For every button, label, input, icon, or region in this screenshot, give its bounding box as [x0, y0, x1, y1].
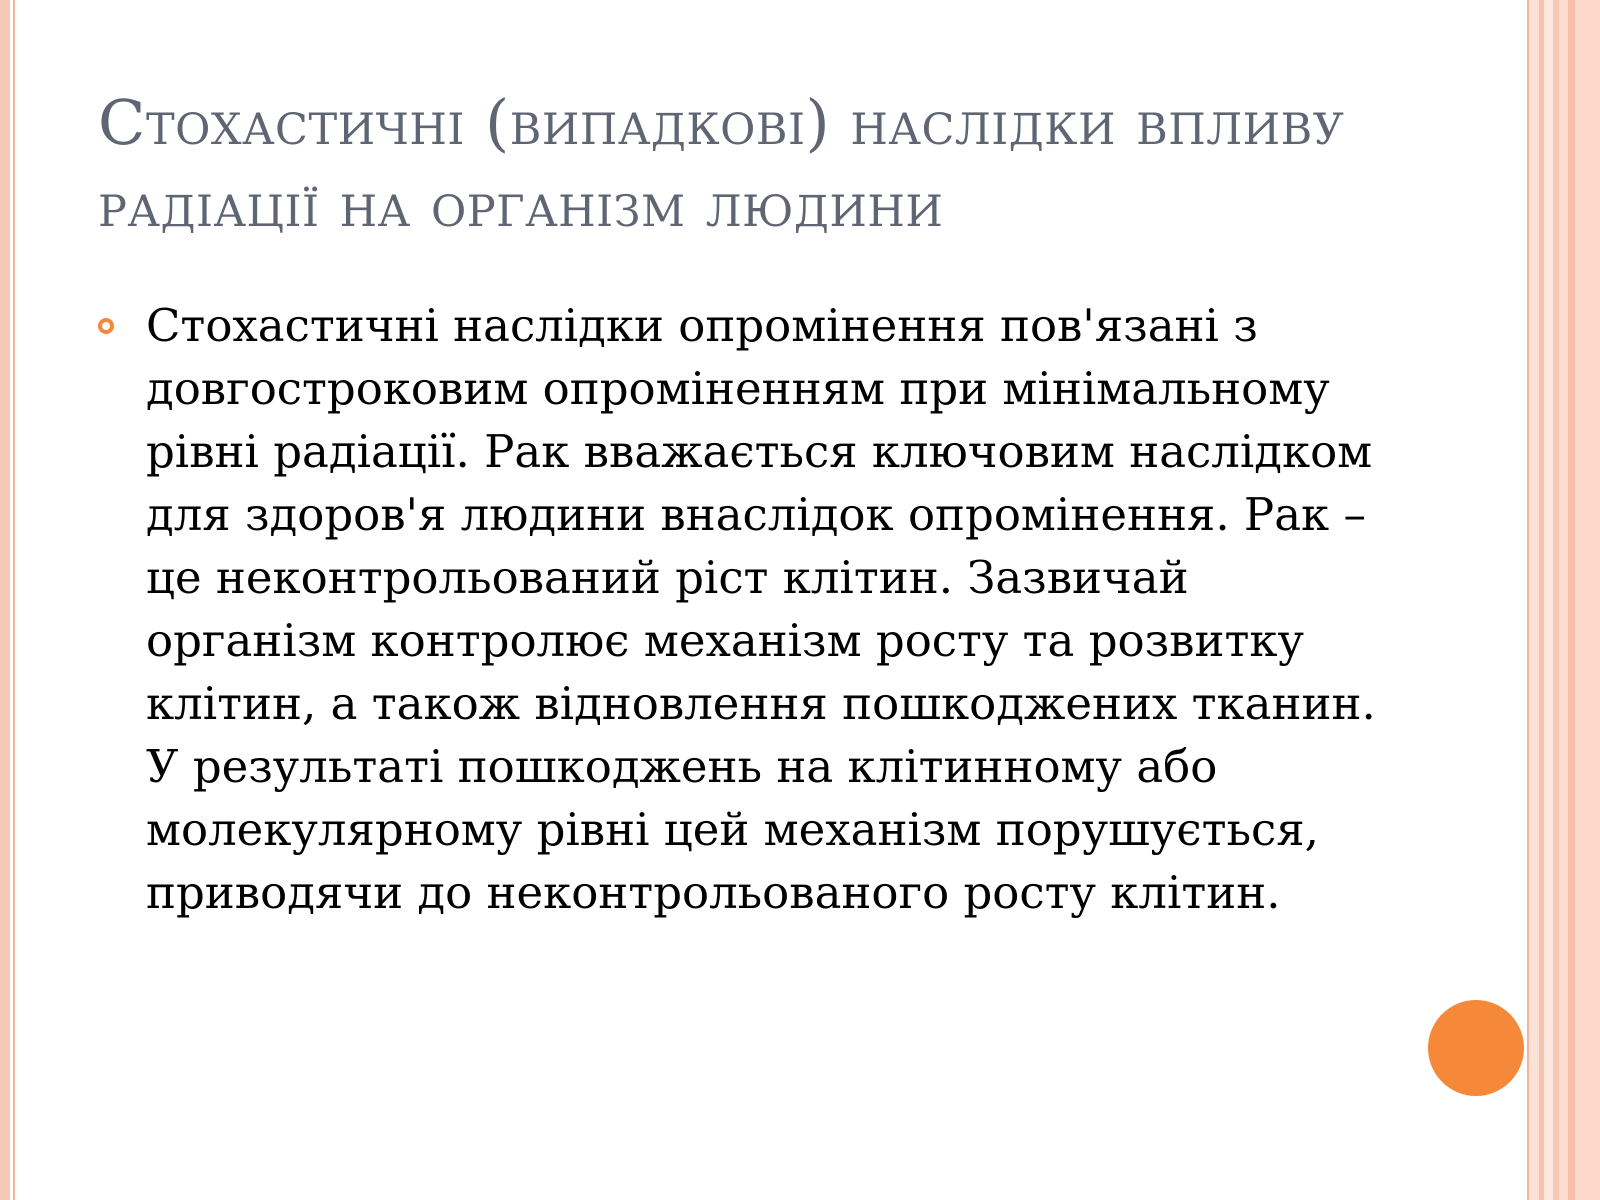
bullet-item: [98, 294, 1388, 924]
right-stripe-decoration: [1559, 0, 1568, 1200]
ring-bullet-icon: [98, 318, 114, 334]
left-border-line: [13, 0, 15, 1200]
right-stripe-decoration: [1529, 0, 1539, 1200]
right-stripe-decoration: [1544, 0, 1553, 1200]
right-stripe-decoration: [1568, 0, 1575, 1200]
bullet-text: Стохастичні наслідки опромінення пов'язані з довгостроковим опроміненням при мінімальному рівні радіації. Рак вважається ключовим наслідком для здоров'я людини внаслідок опромінення. Рак – це неконтрольований ріст клітин. Зазвичай організм контролює механізм росту та розвитку клітин, а також відновлення пошкоджених тканин. У результаті пошкоджень на клітинному або молекулярному рівні цей механізм порушується, приводячи до неконтрольованого росту клітин.: [146, 299, 1376, 919]
left-border-decoration: [0, 0, 10, 1200]
slide-title: Стохастичні (випадкові) наслідки впливу радіації на організм людини: [98, 86, 1345, 241]
orange-circle-decoration: [1428, 1000, 1524, 1096]
right-stripe-decoration: [1575, 0, 1600, 1200]
